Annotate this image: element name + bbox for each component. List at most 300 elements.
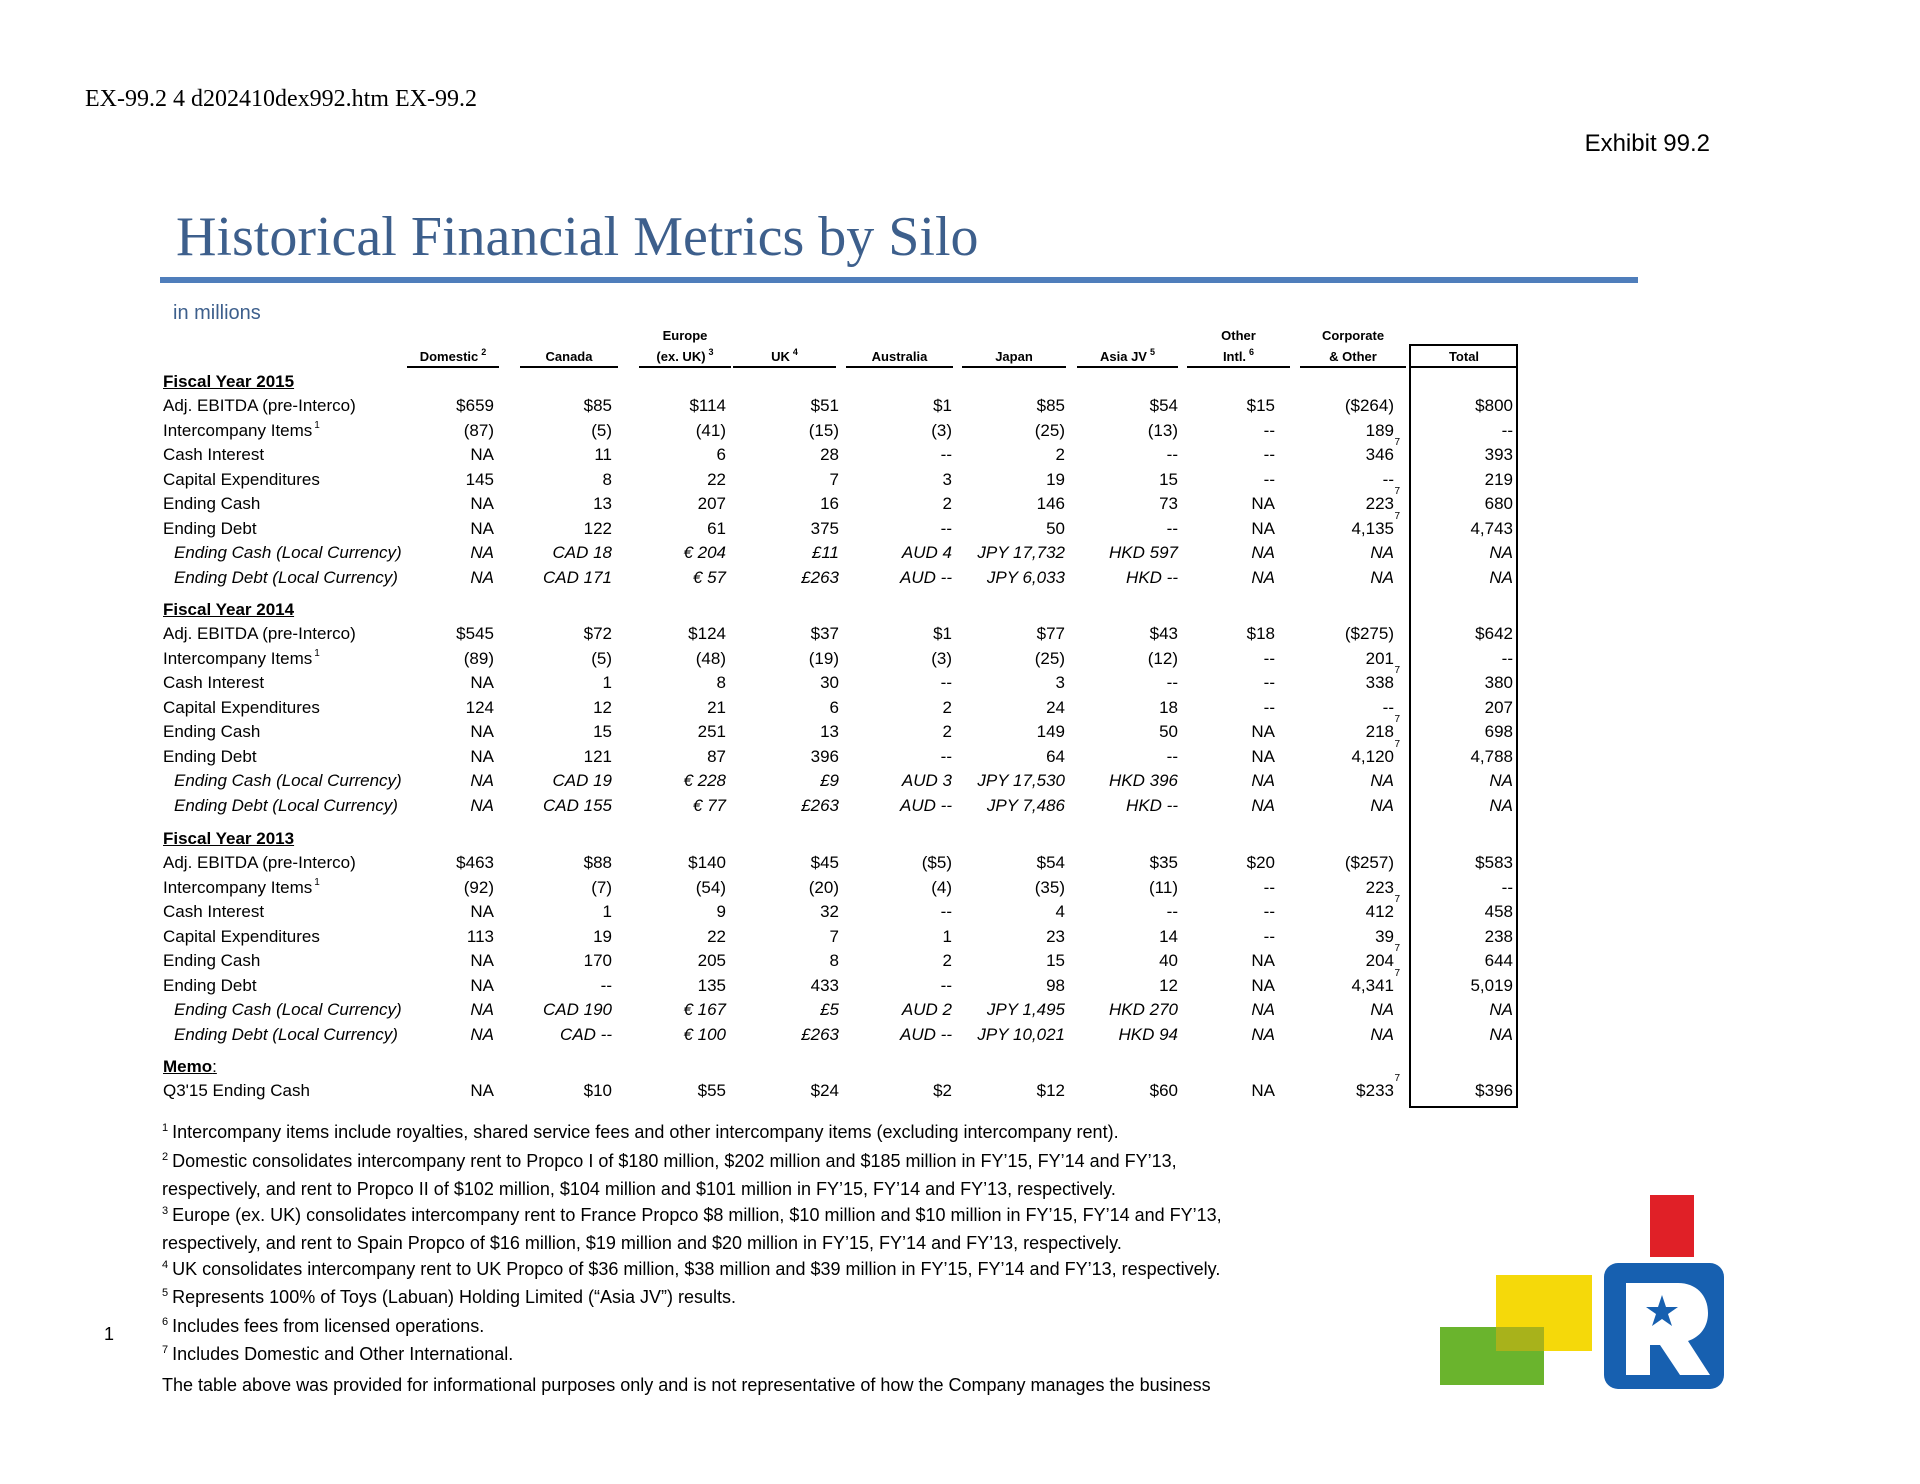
- cell-value: 7: [829, 926, 839, 946]
- cell-value: (3): [931, 420, 952, 440]
- cell-value: AUD 3: [901, 771, 952, 790]
- table-cell: [707, 927, 726, 947]
- cell-value: NA: [470, 1000, 494, 1019]
- table-row: [0, 1073, 1920, 1105]
- cell-value: 40: [1159, 951, 1178, 970]
- table-cell: [683, 543, 726, 563]
- table-cell: [1264, 878, 1275, 898]
- table-row: [0, 738, 1920, 771]
- logo-overlap-block: [1496, 1327, 1544, 1351]
- cell-value: 2: [942, 494, 952, 513]
- cell-value: 9: [716, 902, 726, 921]
- footnote-marker: 7: [1394, 738, 1400, 750]
- cell-value: --: [1501, 648, 1513, 668]
- cell-value: CAD 18: [552, 543, 612, 562]
- table-cell: [931, 421, 952, 441]
- column-header-line2: [1187, 346, 1290, 367]
- table-cell: [801, 1025, 839, 1045]
- table-cell: [1251, 771, 1275, 791]
- table-row: [0, 771, 1920, 795]
- column-header-label: (ex. UK): [656, 349, 706, 364]
- row-label-text: Intercompany Items: [163, 420, 313, 440]
- cell-value: 50: [1159, 722, 1178, 741]
- column-header: [639, 325, 731, 368]
- table-header: [0, 325, 1920, 367]
- cell-value: --: [1263, 926, 1275, 946]
- cell-value: NA: [470, 975, 494, 995]
- cell-value: AUD --: [900, 795, 952, 815]
- footnote-text: Europe (ex. UK) consolidates intercompany rent to France Propco $8 million, $10 million and $10 million in FY’15, FY’14 and FY’13,: [172, 1204, 1222, 1225]
- table-cell: [688, 624, 726, 644]
- section-title-text: Memo: [163, 1057, 213, 1076]
- table-cell: [603, 673, 612, 693]
- table-cell: [1167, 902, 1178, 922]
- table-row: [0, 714, 1920, 746]
- cell-value: (89): [463, 648, 494, 668]
- footnote-marker: 7: [1394, 967, 1400, 979]
- column-header: [407, 325, 499, 368]
- column-header-line2: [733, 346, 836, 367]
- column-header-label: UK: [771, 349, 790, 364]
- cell-value: NA: [470, 722, 494, 741]
- cell-value: NA: [1251, 543, 1275, 562]
- cell-value: 207: [1484, 697, 1513, 717]
- cell-value: 380: [1484, 673, 1513, 692]
- cell-value: € 204: [683, 543, 726, 562]
- cell-value: (5): [591, 420, 612, 440]
- table-cell: [1264, 649, 1275, 669]
- cell-value: € 228: [683, 771, 726, 790]
- cell-value: 375: [810, 518, 839, 538]
- table-cell: [1366, 878, 1394, 898]
- table-cell: [987, 568, 1065, 588]
- table-cell: [470, 1025, 494, 1045]
- table-row: [0, 486, 1920, 518]
- cell-value: $72: [583, 624, 612, 643]
- table-cell: [812, 543, 839, 563]
- table-cell: [943, 951, 952, 971]
- row-label: [174, 1025, 398, 1045]
- row-label-text: Ending Cash: [163, 722, 261, 741]
- table-cell: [1485, 673, 1513, 693]
- table-cell: [603, 902, 612, 922]
- cell-value: NA: [470, 902, 494, 921]
- cell-value: NA: [470, 1081, 494, 1100]
- table-cell: [1383, 698, 1394, 718]
- table-cell: [811, 624, 839, 644]
- cell-value: $583: [1475, 853, 1513, 872]
- cell-value: NA: [1489, 567, 1513, 587]
- cell-value: NA: [1489, 1000, 1513, 1019]
- table-cell: [1370, 771, 1394, 791]
- table-cell: [1370, 543, 1394, 563]
- cell-value: 16: [820, 494, 839, 513]
- footnotes: [162, 1120, 1362, 1398]
- table-cell: [1489, 1000, 1513, 1020]
- cell-value: 121: [583, 746, 612, 766]
- table-row: [0, 624, 1920, 648]
- cell-value: (3): [931, 648, 952, 668]
- table-row: [0, 927, 1920, 951]
- table-cell: [470, 1000, 494, 1020]
- footnote: [162, 1120, 1362, 1149]
- footnote-text: UK consolidates intercompany rent to UK Propco of $36 million, $38 million and $39 million in FY’15, FY’14 and FY’13, respectively.: [172, 1258, 1221, 1279]
- column-header: [1411, 325, 1517, 368]
- footnote: [162, 1149, 1362, 1178]
- table-cell: [470, 771, 494, 791]
- table-cell: [1251, 1000, 1275, 1020]
- table-cell: [1485, 902, 1513, 922]
- column-header-line1: Other: [1221, 328, 1256, 343]
- footnote: [162, 1314, 1362, 1343]
- table-cell: [1251, 976, 1275, 996]
- table-cell: [830, 698, 839, 718]
- table-cell: [1159, 951, 1178, 971]
- row-label: [174, 568, 398, 588]
- table-cell: [470, 445, 494, 465]
- cell-value: (54): [695, 877, 726, 897]
- cell-value: $88: [583, 853, 612, 872]
- table-cell: [1475, 853, 1513, 873]
- table-cell: [1470, 747, 1513, 767]
- footnote: [162, 1203, 1362, 1232]
- cell-value: 2: [942, 722, 952, 741]
- cell-value: $1: [933, 396, 952, 415]
- cell-value: $10: [583, 1081, 612, 1100]
- cell-value: NA: [1489, 795, 1513, 815]
- cell-value: $20: [1246, 853, 1275, 872]
- cell-value: NA: [470, 673, 494, 692]
- cell-value: $140: [688, 853, 726, 872]
- table-cell: [1159, 722, 1178, 742]
- table-cell: [1475, 1081, 1513, 1101]
- cell-value: $45: [810, 853, 839, 872]
- column-header-line1: [962, 325, 1066, 346]
- cell-value: NA: [1251, 1024, 1275, 1044]
- cell-value: $37: [810, 624, 839, 643]
- row-label: [163, 722, 260, 742]
- cell-value: CAD --: [560, 1024, 612, 1044]
- table-cell: [1485, 722, 1513, 742]
- cell-value: (35): [1034, 877, 1065, 897]
- cell-value: (87): [463, 420, 494, 440]
- table-cell: [1046, 951, 1065, 971]
- cell-value: (20): [808, 877, 839, 897]
- table-cell: [1251, 951, 1275, 971]
- cell-value: 8: [829, 951, 839, 970]
- table-row: [0, 396, 1920, 420]
- logo-red-block: [1650, 1195, 1694, 1257]
- footnote-marker: 7: [1394, 943, 1400, 954]
- cell-value: NA: [1251, 795, 1275, 815]
- footnote-marker: 1: [314, 876, 320, 888]
- cell-value: NA: [1251, 746, 1275, 766]
- table-cell: [943, 470, 952, 490]
- cell-value: 15: [1159, 469, 1178, 489]
- table-cell: [933, 396, 952, 416]
- cell-value: £9: [820, 771, 839, 790]
- cell-value: 1: [602, 673, 612, 692]
- table-cell: [1264, 421, 1275, 441]
- cell-value: 30: [820, 673, 839, 692]
- row-label: [163, 470, 320, 490]
- table-cell: [1046, 747, 1065, 767]
- table-cell: [470, 951, 494, 971]
- table-cell: [1365, 714, 1400, 742]
- row-label: [174, 796, 398, 816]
- footnote-marker: 7: [1394, 714, 1400, 725]
- table-cell: [1485, 445, 1513, 465]
- cell-value: --: [1501, 877, 1513, 897]
- table-cell: [707, 747, 726, 767]
- table-cell: [1365, 894, 1400, 922]
- column-header-label: Asia JV: [1100, 349, 1147, 364]
- cell-value: HKD 94: [1118, 1024, 1178, 1044]
- column-header-line2: [520, 346, 618, 367]
- table-cell: [543, 568, 612, 588]
- table-cell: [1365, 665, 1400, 693]
- footnote: [162, 1342, 1362, 1371]
- table-cell: [693, 568, 726, 588]
- cell-value: 12: [1159, 975, 1178, 995]
- table-cell: [1365, 486, 1400, 514]
- table-cell: [902, 771, 952, 791]
- cell-value: AUD --: [900, 1024, 952, 1044]
- cell-value: --: [1501, 420, 1513, 440]
- table-cell: [1485, 927, 1513, 947]
- cell-value: NA: [470, 518, 494, 538]
- row-label: [163, 673, 264, 693]
- exhibit-label: Exhibit 99.2: [1584, 130, 1710, 157]
- cell-value: NA: [1489, 771, 1513, 790]
- cell-value: € 57: [692, 567, 726, 587]
- column-header-line1: Europe: [662, 328, 708, 343]
- table-cell: [683, 1025, 726, 1045]
- table-row: [0, 967, 1920, 1000]
- footnote-text: Intercompany items include royalties, shared service fees and other intercompany items (excluding intercompany rent).: [172, 1122, 1119, 1142]
- cell-value: NA: [470, 795, 494, 815]
- section-title-text: Fiscal Year 2015: [163, 372, 295, 391]
- cell-value: $124: [688, 624, 726, 643]
- footnote-number: 7: [162, 1344, 169, 1356]
- cell-value: NA: [1251, 567, 1275, 587]
- cell-value: 412: [1365, 902, 1394, 921]
- table-cell: [820, 722, 839, 742]
- table-cell: [900, 796, 952, 816]
- table-cell: [707, 470, 726, 490]
- table-cell: [1159, 470, 1178, 490]
- cell-value: 124: [465, 697, 494, 717]
- table-cell: [1345, 853, 1394, 873]
- table-cell: [698, 722, 726, 742]
- cell-value: $77: [1036, 624, 1065, 643]
- cell-value: NA: [1370, 1024, 1394, 1044]
- table-cell: [977, 1025, 1065, 1045]
- cell-value: (92): [463, 877, 494, 897]
- table-cell: [900, 1025, 952, 1045]
- cell-value: 205: [697, 951, 726, 970]
- cell-value: 50: [1046, 518, 1065, 538]
- table-cell: [811, 1081, 839, 1101]
- table-cell: [593, 927, 612, 947]
- star-logo-icon: [1440, 1195, 1730, 1395]
- cell-value: $18: [1246, 624, 1275, 643]
- cell-value: $114: [689, 396, 726, 415]
- column-header: [733, 325, 836, 368]
- cell-value: 433: [810, 975, 839, 995]
- row-label: [163, 698, 320, 718]
- cell-value: CAD 19: [552, 771, 612, 790]
- table-cell: [1264, 470, 1275, 490]
- cell-value: 135: [697, 975, 726, 995]
- row-label-text: Q3'15 Ending Cash: [163, 1081, 310, 1100]
- footnote-text: Domestic consolidates intercompany rent to Propco I of $180 million, $202 million and $185 million in FY’15, FY’14 and FY’13,: [172, 1150, 1177, 1171]
- table-cell: [830, 951, 839, 971]
- table-row: [0, 421, 1920, 445]
- cell-value: $35: [1149, 853, 1178, 872]
- cell-value: (41): [695, 420, 726, 440]
- cell-value: CAD 171: [543, 567, 612, 587]
- cell-value: 251: [697, 722, 726, 741]
- units-label: in millions: [173, 302, 261, 324]
- row-label: [163, 853, 356, 873]
- table-cell: [811, 519, 839, 539]
- table-cell: [1056, 673, 1065, 693]
- footnote-number: 2: [162, 1150, 169, 1163]
- table-cell: [801, 796, 839, 816]
- cell-value: NA: [470, 543, 494, 562]
- table-cell: [594, 445, 612, 465]
- cell-value: 2: [942, 951, 952, 970]
- section-title-suffix: :: [212, 1057, 217, 1076]
- table-cell: [1035, 878, 1065, 898]
- table-cell: [933, 624, 952, 644]
- cell-value: 5,019: [1470, 975, 1513, 995]
- table-cell: [922, 853, 952, 873]
- cell-value: 24: [1046, 697, 1065, 717]
- cell-value: 680: [1484, 494, 1513, 513]
- footnote-number: 3: [162, 1204, 169, 1217]
- table-cell: [698, 951, 726, 971]
- cell-value: 11: [594, 445, 612, 464]
- table-cell: [1109, 543, 1178, 563]
- table-cell: [470, 902, 494, 922]
- table-cell: [943, 494, 952, 514]
- cell-value: 4,743: [1470, 518, 1513, 538]
- cell-value: 4: [1055, 902, 1065, 921]
- footnote-marker: 7: [1394, 665, 1400, 676]
- table-cell: [470, 543, 494, 563]
- cell-value: 22: [707, 926, 726, 946]
- row-label-text: Ending Cash (Local Currency): [174, 771, 402, 790]
- column-header-line1: Corporate: [1321, 328, 1385, 343]
- cell-value: £263: [801, 567, 839, 587]
- column-header-label: Intl.: [1222, 349, 1247, 364]
- table-cell: [470, 673, 494, 693]
- table-row: [0, 1000, 1920, 1024]
- cell-value: 19: [1046, 469, 1065, 489]
- row-label: [163, 927, 320, 947]
- section-title: [163, 372, 294, 392]
- cell-value: (7): [591, 877, 612, 897]
- cell-value: $85: [583, 396, 612, 415]
- table-cell: [456, 396, 494, 416]
- table-cell: [1037, 1081, 1065, 1101]
- cell-value: 15: [1046, 951, 1065, 970]
- cell-value: $55: [697, 1081, 726, 1100]
- table-cell: [1251, 1025, 1275, 1045]
- financial-metrics-table: [0, 325, 1920, 1109]
- table-cell: [1148, 649, 1178, 669]
- table-cell: [820, 445, 839, 465]
- cell-value: 73: [1159, 494, 1178, 513]
- table-cell: [941, 673, 952, 693]
- cell-value: £263: [801, 1024, 839, 1044]
- table-cell: [560, 1025, 612, 1045]
- column-header-line2: [1411, 346, 1517, 367]
- cell-value: --: [1263, 648, 1275, 668]
- table-cell: [601, 976, 612, 996]
- table-row: [0, 698, 1920, 722]
- cell-value: 145: [465, 469, 494, 489]
- row-label: [163, 421, 320, 441]
- table-cell: [820, 771, 839, 791]
- section-title-text: Fiscal Year 2014: [163, 600, 295, 619]
- cell-value: --: [940, 975, 952, 995]
- cell-value: AUD 4: [901, 543, 952, 562]
- table-cell: [1351, 967, 1400, 996]
- column-header-label: Japan: [995, 349, 1033, 364]
- table-cell: [1370, 1000, 1394, 1020]
- cell-value: NA: [1251, 722, 1275, 741]
- footnote-marker: 6: [1249, 347, 1255, 357]
- cell-value: 15: [593, 722, 612, 741]
- cell-value: (4): [931, 877, 952, 897]
- table-cell: [593, 494, 612, 514]
- table-cell: [1251, 494, 1275, 514]
- cell-value: 7: [829, 469, 839, 489]
- column-header-label: Australia: [871, 349, 928, 364]
- table-cell: [591, 878, 612, 898]
- column-header-label: Canada: [545, 349, 593, 364]
- table-cell: [941, 519, 952, 539]
- footnote-text: Represents 100% of Toys (Labuan) Holding Limited (“Asia JV”) results.: [172, 1287, 737, 1307]
- table-cell: [941, 902, 952, 922]
- table-cell: [1470, 519, 1513, 539]
- footnote-marker: 2: [481, 347, 487, 357]
- cell-value: 23: [1046, 926, 1065, 946]
- row-label: [163, 1081, 310, 1101]
- cell-value: NA: [1489, 1024, 1513, 1044]
- cell-value: 4,341: [1351, 975, 1394, 995]
- cell-value: AUD --: [900, 567, 952, 587]
- table-cell: [1485, 698, 1513, 718]
- cell-value: ($275): [1344, 624, 1394, 643]
- table-cell: [689, 396, 726, 416]
- footnote-number: 5: [162, 1287, 169, 1299]
- table-cell: [593, 698, 612, 718]
- table-cell: [1150, 853, 1178, 873]
- table-cell: [1489, 543, 1513, 563]
- table-cell: [987, 1000, 1065, 1020]
- table-cell: [1167, 445, 1178, 465]
- table-cell: [1037, 624, 1065, 644]
- cell-value: € 167: [683, 1000, 726, 1019]
- table-row: [0, 894, 1920, 926]
- row-label-text: Ending Cash (Local Currency): [174, 1000, 402, 1019]
- table-cell: [1264, 902, 1275, 922]
- row-label-text: Ending Cash: [163, 494, 261, 513]
